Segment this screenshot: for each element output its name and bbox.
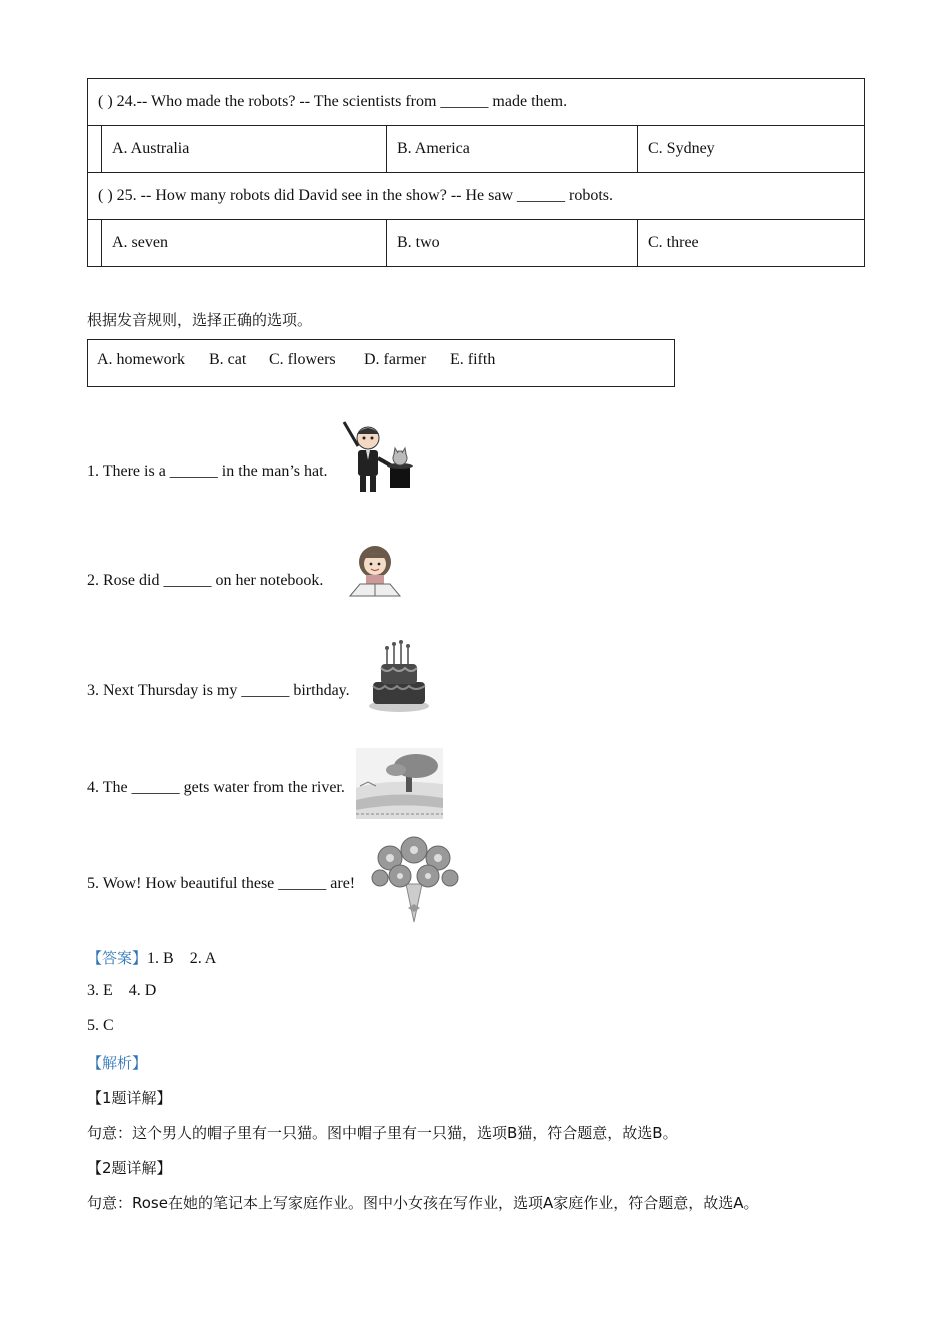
question-3: 3. Next Thursday is my ______ birthday. [87, 682, 350, 699]
analysis-q2-text: 句意：Rose在她的笔记本上写家庭作业。图中小女孩在写作业，选项A家庭作业，符合题意，故选A。 [87, 1194, 759, 1212]
farm-river-picture [356, 748, 443, 819]
option-b: B. America [387, 126, 638, 173]
table-row [88, 79, 865, 126]
table-row [88, 126, 865, 173]
answer-line-3: 5. C [87, 1017, 114, 1034]
girl-writing-picture [346, 540, 404, 598]
answer-line-1 [87, 947, 216, 968]
answer-blank-cell [88, 126, 102, 173]
answer-line-2: 3. E 4. D [87, 982, 157, 999]
analysis-label: 【解析】 [87, 1054, 148, 1072]
table-row [88, 220, 865, 267]
option-b: B. two [387, 220, 638, 267]
magician-picture [338, 420, 418, 496]
option-a: A. Australia [102, 126, 387, 173]
choice-d: D. farmer [364, 351, 427, 368]
question-table [87, 78, 865, 267]
question-2: 2. Rose did ______ on her notebook. [87, 572, 324, 589]
option-c: C. three [638, 220, 865, 267]
choice-box [87, 339, 675, 387]
question-4: 4. The ______ gets water from the river. [87, 779, 345, 796]
question-1: 1. There is a ______ in the man’s hat. [87, 463, 328, 480]
answer-label: 【答案】 [87, 949, 148, 967]
answer-values-1: 1. B 2. A [147, 950, 217, 967]
choice-e: E. fifth [450, 351, 496, 368]
table-row [88, 173, 865, 220]
question-25: ( ) 25. -- How many robots did David see in the show? -- He saw ______ robots. [88, 173, 865, 220]
flower-bouquet-picture [366, 832, 464, 930]
analysis-q2-heading: 【2题详解】 [87, 1159, 172, 1177]
option-c: C. Sydney [638, 126, 865, 173]
question-24: ( ) 24.-- Who made the robots? -- The scientists from ______ made them. [88, 79, 865, 126]
question-5: 5. Wow! How beautiful these ______ are! [87, 875, 356, 892]
analysis-q1-heading: 【1题详解】 [87, 1089, 172, 1107]
section-instruction: 根据发音规则，选择正确的选项。 [87, 311, 313, 329]
analysis-q1-text: 句意：这个男人的帽子里有一只猫。图中帽子里有一只猫，选项B猫，符合题意，故选B。 [87, 1124, 678, 1142]
birthday-cake-picture [367, 640, 431, 714]
answer-blank-cell [88, 220, 102, 267]
choice-c: C. flowers [269, 351, 336, 368]
choice-b: B. cat [209, 351, 247, 368]
choice-a: A. homework [97, 351, 185, 368]
option-a: A. seven [102, 220, 387, 267]
